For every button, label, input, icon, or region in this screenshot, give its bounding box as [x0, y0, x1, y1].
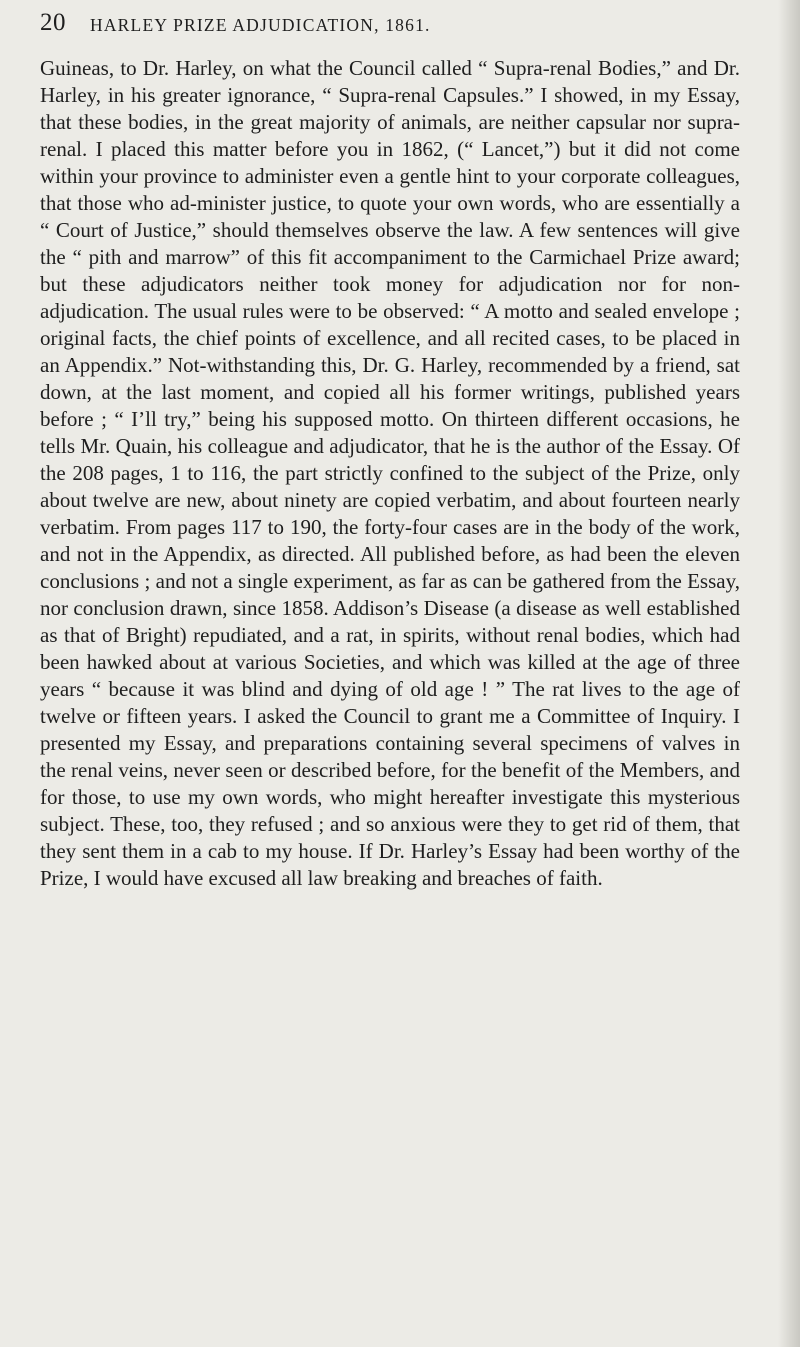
body-paragraph: Guineas, to Dr. Harley, on what the Council called “ Supra-renal Bodies,” and Dr. Harley, in his greater ignorance, “ Supra-renal Capsules.” I showed, in my Essay, that these bodies, in the great majority of animals, are neither capsular nor supra-renal. I placed this matter before you in 1862, (“ Lancet,”) but it did not come within your province to administer even a gentle hint to your corporate colleagues, that those who ad-minister justice, to quote your own words, who are essentially a “ Court of Justice,” should themselves observe the law. A few sentences will give the “ pith and marrow” of this fit accompaniment to the Carmichael Prize award; but these adjudicators neither took money for adjudication nor for non-adjudication. The usual rules were to be observed: “ A motto and sealed envelope ; original facts, the chief points of excellence, and all recited cases, to be placed in an Appendix.” Not-withstanding this, Dr. G. Harley, recommended by a friend, sat down, at the last moment, and copied all his former writings, published years before ; “ I’ll try,” being his supposed motto. On thirteen different occasions, he tells Mr. Quain, his colleague and adjudicator, that he is the author of the Essay. Of the 208 pages, 1 to 116, the part strictly confined to the subject of the Prize, only about twelve are new, about ninety are copied verbatim, and about fourteen nearly verbatim. From pages 117 to 190, the forty-four cases are in the body of the work, and not in the Appendix, as directed. All published before, as had been the eleven conclusions ; and not a single experiment, as far as can be gathered from the Essay, nor conclusion drawn, since 1858. Addison’s Disease (a disease as well established as that of Bright) repudiated, and a rat, in spirits, without renal bodies, which had been hawked about at various Societies, and which was killed at the age of three years “ because it was blind and dying of old age ! ” The rat lives to the age of twelve or fifteen years. I asked the Council to grant me a Committee of Inquiry. I presented my Essay, and preparations containing several specimens of valves in the renal veins, never seen or described before, for the benefit of the Members, and for those, to use my own words, who might hereafter investigate this mysterious subject. These, too, they refused ; and so anxious were they to get rid of them, that they sent them in a cab to my house. If Dr. Harley’s Essay had been worthy of the Prize, I would have excused all law breaking and breaches of faith.: [40, 56, 740, 890]
running-head: HARLEY PRIZE ADJUDICATION, 1861.: [90, 15, 431, 35]
page-header: [40, 6, 740, 42]
page-edge-shadow: [778, 0, 800, 1347]
page-number: 20: [40, 9, 66, 36]
